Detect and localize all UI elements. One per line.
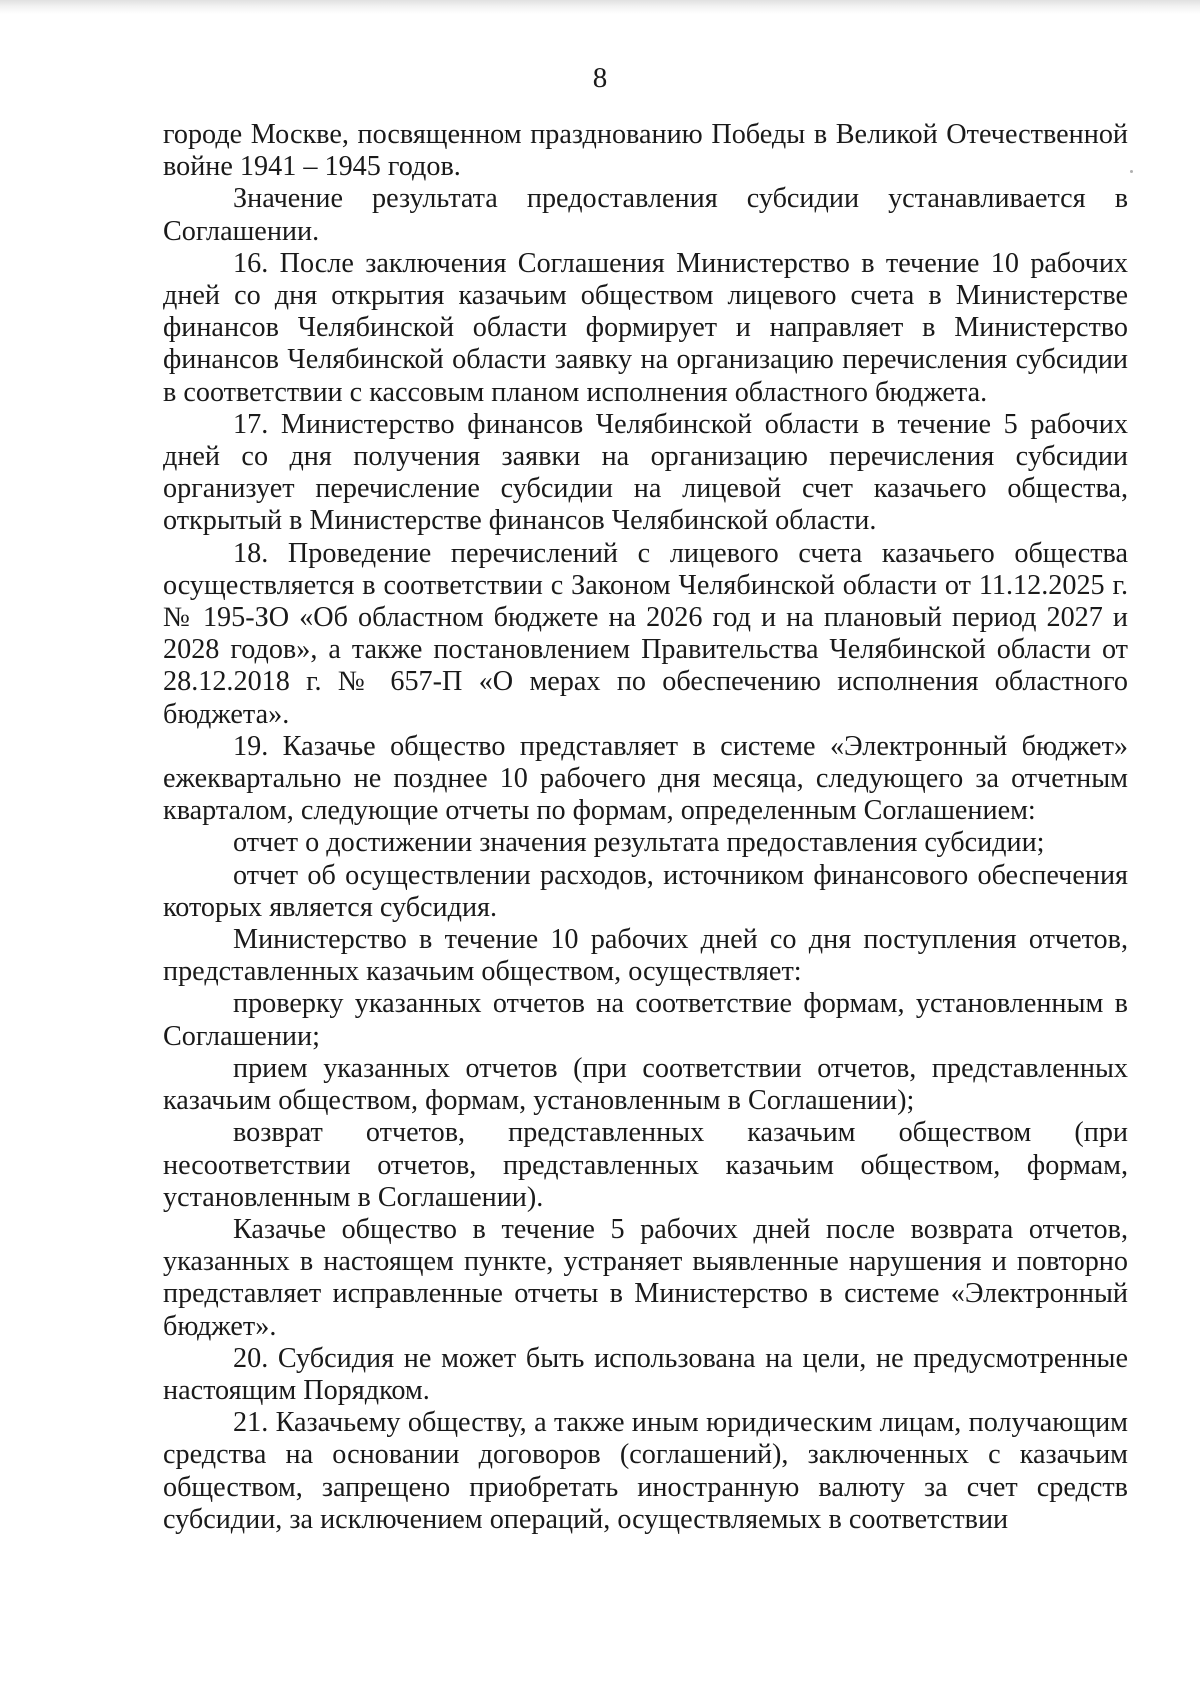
list-item-accept: прием указанных отчетов (при соответствии отчетов, представленных казачьим обществом, формам, установленным в Соглашении);: [163, 1052, 1128, 1117]
paragraph-clause-18: 18. Проведение перечислений с лицевого счета казачьего общества осуществляется в соответствии с Законом Челябинской области от 11.12.2025 г. № 195-ЗО «Об областном бюджете на 2026 год и на плановый период 2027 и 2028 годов», а также постановлением Правительства Челябинской области от 28.12.2018 г. № 657-П «О мерах по обеспечению исполнения областного бюджета».: [163, 537, 1128, 730]
paragraph-clause-21: 21. Казачьему обществу, а также иным юридическим лицам, получающим средства на основании договоров (соглашений), заключенных с казачьим обществом, запрещено приобретать иностранную валюту за счет средств субсидии, за исключением операций, осуществляемых в соответствии: [163, 1407, 1128, 1535]
paragraph-clause-19: 19. Казачье общество представляет в системе «Электронный бюджет» ежеквартально не позднее 10 рабочего дня месяца, следующего за отчетным кварталом, следующие отчеты по формам, определенным Соглашением:: [163, 730, 1128, 827]
scan-speck: [1130, 170, 1133, 173]
paragraph-clause-17: 17. Министерство финансов Челябинской области в течение 5 рабочих дней со дня получения заявки на организацию перечисления субсидии организует перечисление субсидии на лицевой счет казачьего общества, открытый в Министерстве финансов Челябинской области.: [163, 408, 1128, 537]
list-item-report-result: отчет о достижении значения результата предоставления субсидии;: [233, 827, 1045, 859]
page-number: 8: [592, 62, 608, 94]
paragraph-clause-16: 16. После заключения Соглашения Министерство в течение 10 рабочих дней со дня открытия казачьим обществом лицевого счета в Министерстве финансов Челябинской области формирует и направляет в Министерство финансов Челябинской области заявку на организацию перечисления субсидии в соответствии с кассовым планом исполнения областного бюджета.: [163, 247, 1128, 408]
paragraph-resubmission: Казачье общество в течение 5 рабочих дней после возврата отчетов, указанных в настоящем пункте, устраняет выявленные нарушения и повторно представляет исправленные отчеты в Министерство в системе «Электронный бюджет».: [163, 1213, 1128, 1342]
list-item-check: проверку указанных отчетов на соответствие формам, установленным в Соглашении;: [163, 988, 1128, 1052]
paragraph-ministry-review: Министерство в течение 10 рабочих дней со дня поступления отчетов, представленных казачьим обществом, осуществляет:: [163, 924, 1128, 988]
paragraph-continuation: городе Москве, посвященном празднованию Победы в Великой Отечественной войне 1941 – 1945 годов.: [163, 119, 1128, 183]
document-body: [163, 119, 1128, 1536]
list-item-return: возврат отчетов, представленных казачьим обществом (при несоответствии отчетов, представленных казачьим обществом, формам, установленным в Соглашении).: [163, 1117, 1128, 1213]
paragraph-clause-20: 20. Субсидия не может быть использована на цели, не предусмотренные настоящим Порядком.: [163, 1342, 1128, 1406]
paragraph-result-value: Значение результата предоставления субсидии устанавливается в Соглашении.: [163, 183, 1128, 247]
list-item-report-expenses: отчет об осуществлении расходов, источником финансового обеспечения которых является субсидия.: [163, 859, 1128, 923]
scan-edge-artifact: [0, 0, 1200, 14]
